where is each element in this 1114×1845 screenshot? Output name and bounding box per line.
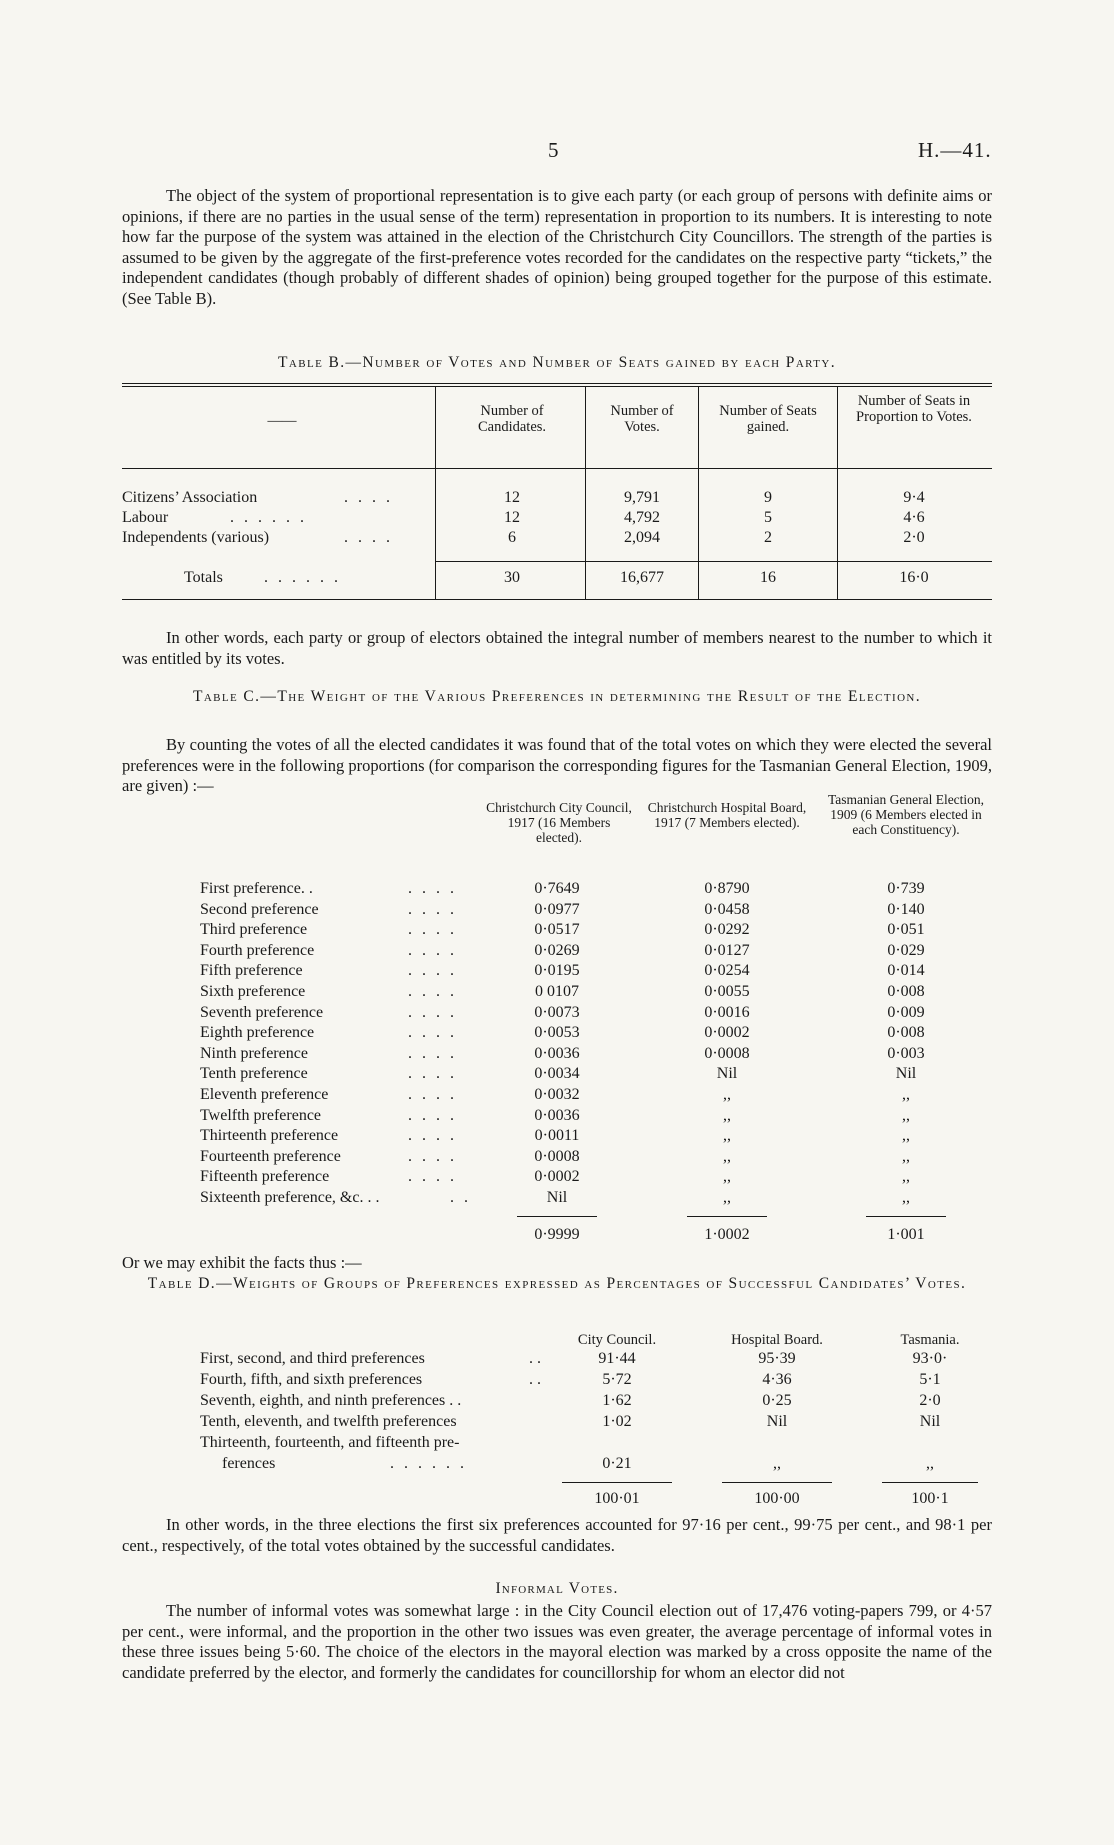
table-b-header-seats: Number of Seats gained. xyxy=(719,403,817,435)
table-c-row-label: Thirteenth preference xyxy=(200,1127,339,1145)
fourth-paragraph: In other words, in the three elections the first six preferences accounted for 97·16 per cent., 99·75 per cent., and 98·1 per cent., respectively, of the total votes obtained by the successful candidates. xyxy=(122,1515,992,1555)
table-c-cell: ,, xyxy=(723,1086,731,1103)
table-c-cell: 0·8790 xyxy=(704,880,750,897)
table-b-cell: 9 xyxy=(764,489,772,506)
table-d-cell: 1·02 xyxy=(602,1413,632,1430)
table-c-cell: ,, xyxy=(902,1127,910,1145)
table-c-row-label: Fifth preference xyxy=(200,962,303,980)
table-c-row-label: Tenth preference xyxy=(200,1065,308,1083)
table-b-cell: 12 xyxy=(504,509,520,526)
table-c-row-label: Sixteenth preference, &c. . . xyxy=(200,1189,380,1206)
table-b-row-label: Citizens’ Association xyxy=(122,489,258,506)
table-c-row-dots: . . . . xyxy=(408,1044,457,1062)
table-c-cell: 0·0011 xyxy=(534,1127,580,1145)
table-c-row-dots: . . . . xyxy=(408,900,457,918)
table-c-cell: ,, xyxy=(723,1106,731,1124)
table-c-cell: 0·0036 xyxy=(534,1044,580,1062)
table-c-row-dots: . . . . xyxy=(408,921,457,939)
table-c-row-label: Fourth preference xyxy=(200,941,315,959)
table-c-cell: 0·051 xyxy=(887,921,925,939)
table-b-cell: 12 xyxy=(504,489,520,506)
table-d-row-label-cont: ferences xyxy=(222,1455,276,1472)
table-b-totals-dots: . . . . . . xyxy=(264,569,341,586)
table-c-cell: 0·0002 xyxy=(704,1024,750,1042)
table-d-header-hospital: Hospital Board. xyxy=(731,1332,823,1348)
table-c-cell: 0·0053 xyxy=(534,1024,580,1042)
table-d-cell: 5·72 xyxy=(602,1371,632,1388)
table-c-cell: 0·0055 xyxy=(704,983,750,1000)
table-c-cell: 0·0254 xyxy=(704,962,750,980)
table-c-total: 0·9999 xyxy=(534,1226,580,1243)
table-d-row-dots: . . . . . . xyxy=(390,1455,467,1472)
table-b-row-dots: . . . . . . xyxy=(230,509,307,526)
table-c-row-dots: . . . . xyxy=(408,962,457,980)
table-b-blank-header: —— xyxy=(267,413,297,429)
table-c-header-hospital-board: Christchurch Hospital Board, 1917 (7 Members elected). xyxy=(647,800,807,830)
table-b-total: 30 xyxy=(504,569,520,586)
table-c-row-label: Eighth preference xyxy=(200,1024,315,1042)
table-b-cell: 2,094 xyxy=(624,529,660,546)
table-c-cell: Nil xyxy=(716,1065,738,1083)
table-c-cell: 0·0127 xyxy=(704,941,750,959)
table-b-cell: 2·0 xyxy=(903,529,925,546)
table-b-total: 16·0 xyxy=(899,569,929,586)
table-c-row-dots: . . . . xyxy=(408,1168,457,1186)
table-b-totals-label: Totals xyxy=(184,569,223,586)
table-c-cell: 0·0195 xyxy=(534,962,580,980)
table-c-cell: 0·739 xyxy=(887,880,925,897)
table-c-cell: ,, xyxy=(902,1106,910,1124)
table-c-row-dots: . . . . xyxy=(408,1003,457,1021)
table-b-row-label: Independents (various) xyxy=(122,529,270,546)
table-c-row-dots: . . . . xyxy=(408,1065,457,1083)
table-c-intro: By counting the votes of all the elected candidates it was found that of the total votes on which they were elected the several preferences were in the following proportions (for comparison the corresponding figures for the Tasmanian General Election, 1909, are given) :— xyxy=(122,735,992,795)
table-c-row-label: Third preference xyxy=(200,921,308,939)
intro-paragraph: The object of the system of proportional representation is to give each party (or each group of persons with definite aims or opinions, if there are no parties in the usual sense of the term) representation in proportion to its numbers. It is interesting to note how far the purpose of the system was attained in the election of the Christchurch City Councillors. The strength of the parties is assumed to be given by the aggregate of the first-preference votes recorded for the candidates on the respective party “tickets,” the independent candidates (though probably of different shades of opinion) being grouped together for the purpose of this estimate. (See Table B). xyxy=(122,186,992,308)
table-c-cell: 0·0458 xyxy=(704,900,750,918)
table-d-row-label: Tenth, eleventh, and twelfth preferences xyxy=(200,1413,457,1430)
table-d-cell: 1·62 xyxy=(602,1392,632,1409)
table-c-row-dots: . . . . xyxy=(408,983,457,1000)
table-c-row-dots: . . . . xyxy=(408,880,457,897)
table-c-cell: Nil xyxy=(895,1065,917,1083)
table-c-row-dots: . . . . xyxy=(408,941,457,959)
table-d-cell: 91·44 xyxy=(598,1350,636,1367)
table-d-cell: ,, xyxy=(773,1455,781,1472)
table-c-row-dots: . . . . xyxy=(408,1147,457,1165)
table-c-row-dots: . . xyxy=(450,1189,471,1206)
table-d-cell: 2·0 xyxy=(919,1392,941,1409)
table-c-row-label: Sixth preference xyxy=(200,983,306,1000)
table-c-cell: 0·029 xyxy=(887,941,925,959)
table-c-cell: 0·0036 xyxy=(534,1106,580,1124)
table-b-row-dots: . . . . xyxy=(344,489,393,506)
table-c-cell: 0·014 xyxy=(887,962,925,980)
table-d-cell: ,, xyxy=(926,1455,934,1472)
table-c-header-tasmania: Tasmanian General Election, 1909 (6 Members elected in each Constituency). xyxy=(827,792,985,837)
table-c-cell: ,, xyxy=(723,1168,731,1186)
table-d-cell: 0·21 xyxy=(602,1455,632,1472)
table-c xyxy=(122,792,992,1258)
table-c-row-label: Fifteenth preference xyxy=(200,1168,330,1186)
table-c-cell: ,, xyxy=(902,1168,910,1186)
table-c-total: 1·001 xyxy=(887,1226,925,1243)
page-number: 5 xyxy=(548,138,559,162)
table-b-title: Table B.—Number of Votes and Number of Seats gained by each Party. xyxy=(278,354,836,371)
table-d-row-label: Fourth, fifth, and sixth preferences xyxy=(200,1371,423,1388)
third-paragraph: Or we may exhibit the facts thus :— xyxy=(122,1253,362,1272)
table-c-cell: 0·0073 xyxy=(534,1003,580,1021)
table-c-cell: Nil xyxy=(546,1189,568,1206)
table-c-cell: 0·0032 xyxy=(534,1086,580,1103)
second-paragraph: In other words, each party or group of electors obtained the integral number of members nearest to the number to which it was entitled by its votes. xyxy=(122,628,992,668)
table-b-cell: 6 xyxy=(508,529,516,546)
table-c-row-dots: . . . . xyxy=(408,1086,457,1103)
table-c-row-label: Eleventh preference xyxy=(200,1086,329,1103)
table-c-cell: 0·0008 xyxy=(534,1147,580,1165)
table-c-cell: ,, xyxy=(723,1147,731,1165)
table-b-cell: 4,792 xyxy=(624,509,660,526)
table-c-cell: ,, xyxy=(902,1189,910,1206)
table-d-total: 100·01 xyxy=(594,1490,640,1507)
table-c-cell: 0·0517 xyxy=(534,921,580,939)
table-d-row-label: Seventh, eighth, and ninth preferences . . xyxy=(200,1392,462,1409)
table-c-cell: 0·0292 xyxy=(704,921,750,939)
table-b xyxy=(122,383,992,623)
table-c-row-label: First preference. . xyxy=(200,880,313,897)
table-d-cell: 0·25 xyxy=(762,1392,792,1409)
table-d-row-label: First, second, and third preferences xyxy=(200,1350,425,1367)
table-c-header-city-council: Christchurch City Council, 1917 (16 Members elected). xyxy=(486,800,632,845)
table-d-cell: 93·0· xyxy=(912,1350,948,1367)
table-c-row-label: Second preference xyxy=(200,900,319,918)
table-b-total: 16,677 xyxy=(620,569,664,586)
table-c-row-label: Seventh preference xyxy=(200,1003,324,1021)
table-d-row-label: Thirteenth, fourteenth, and fifteenth pre- xyxy=(200,1434,460,1451)
table-b-cell: 4·6 xyxy=(903,509,925,526)
table-c-cell: ,, xyxy=(902,1147,910,1165)
table-c-cell: 0·0034 xyxy=(534,1065,580,1083)
table-c-cell: 0·0977 xyxy=(534,900,580,918)
table-d-total: 100·1 xyxy=(911,1490,949,1507)
table-b-total: 16 xyxy=(760,569,776,586)
table-d-header-city: City Council. xyxy=(577,1332,657,1348)
table-c-row-label: Fourteenth preference xyxy=(200,1147,341,1165)
table-c-cell: 0·7649 xyxy=(534,880,580,897)
table-c-cell: 0·003 xyxy=(887,1044,925,1062)
table-c-cell: 0·0002 xyxy=(534,1168,580,1186)
table-d-total: 100·00 xyxy=(754,1490,800,1507)
table-d-row-dots: . . xyxy=(529,1350,541,1367)
table-d-cell: Nil xyxy=(766,1413,788,1430)
table-b-cell: 2 xyxy=(764,529,772,546)
table-d xyxy=(122,1332,992,1532)
table-c-cell: 0·008 xyxy=(887,983,925,1000)
table-c-cell: 0·0008 xyxy=(704,1044,750,1062)
table-d-cell: 4·36 xyxy=(762,1371,792,1388)
table-c-cell: 0·0016 xyxy=(704,1003,750,1021)
table-d-cell: 95·39 xyxy=(758,1350,796,1367)
table-c-cell: 0·009 xyxy=(887,1003,925,1021)
table-c-cell: 0·140 xyxy=(887,900,925,918)
table-b-row-dots: . . . . xyxy=(344,529,393,546)
informal-votes-heading: Informal Votes. xyxy=(495,1580,619,1597)
table-c-title: Table C.—The Weight of the Various Preferences in determining the Result of the Election. xyxy=(192,688,922,705)
table-b-cell: 5 xyxy=(764,509,772,526)
table-b-header-candidates: Number of Candidates. xyxy=(477,403,547,435)
table-b-row-label: Labour xyxy=(122,509,169,526)
table-b-header-proportion: Number of Seats in Proportion to Votes. xyxy=(856,393,972,425)
informal-votes-paragraph: The number of informal votes was somewhat large : in the City Council election out of 17,476 voting-papers 799, or 4·57 per cent., were informal, and the proportion in the other two issues was even greater, the average percentage of informal votes in these three issues being 5·60. The choice of the electors in the mayoral election was marked by a cross opposite the name of the candidate preferred by the elector, and formerly the candidates for councillorship for whom an elector did not xyxy=(122,1601,992,1682)
table-d-cell: 5·1 xyxy=(919,1371,941,1388)
table-c-cell: ,, xyxy=(723,1189,731,1206)
table-c-row-dots: . . . . xyxy=(408,1024,457,1042)
table-c-cell: 0·0269 xyxy=(534,941,580,959)
table-d-header-tasmania: Tasmania. xyxy=(900,1332,960,1348)
table-c-row-dots: . . . . xyxy=(408,1106,457,1124)
table-b-header-votes: Number of Votes. xyxy=(610,403,674,435)
table-c-cell: 0 0107 xyxy=(535,983,579,1000)
table-b-cell: 9,791 xyxy=(624,489,660,506)
table-c-cell: 0·008 xyxy=(887,1024,925,1042)
table-c-cell: ,, xyxy=(723,1127,731,1145)
table-b-cell: 9·4 xyxy=(903,489,925,506)
document-code: H.—41. xyxy=(918,138,992,162)
table-c-total: 1·0002 xyxy=(704,1226,750,1243)
table-d-cell: Nil xyxy=(919,1413,941,1430)
table-d-row-dots: . . xyxy=(529,1371,541,1388)
table-c-row-dots: . . . . xyxy=(408,1127,457,1145)
table-c-cell: ,, xyxy=(902,1086,910,1103)
table-c-row-label: Twelfth preference xyxy=(200,1106,322,1124)
table-d-title: Table D.—Weights of Groups of Preferences expressed as Percentages of Successful Candidates’ Votes. xyxy=(147,1275,967,1292)
table-c-row-label: Ninth preference xyxy=(200,1044,308,1062)
